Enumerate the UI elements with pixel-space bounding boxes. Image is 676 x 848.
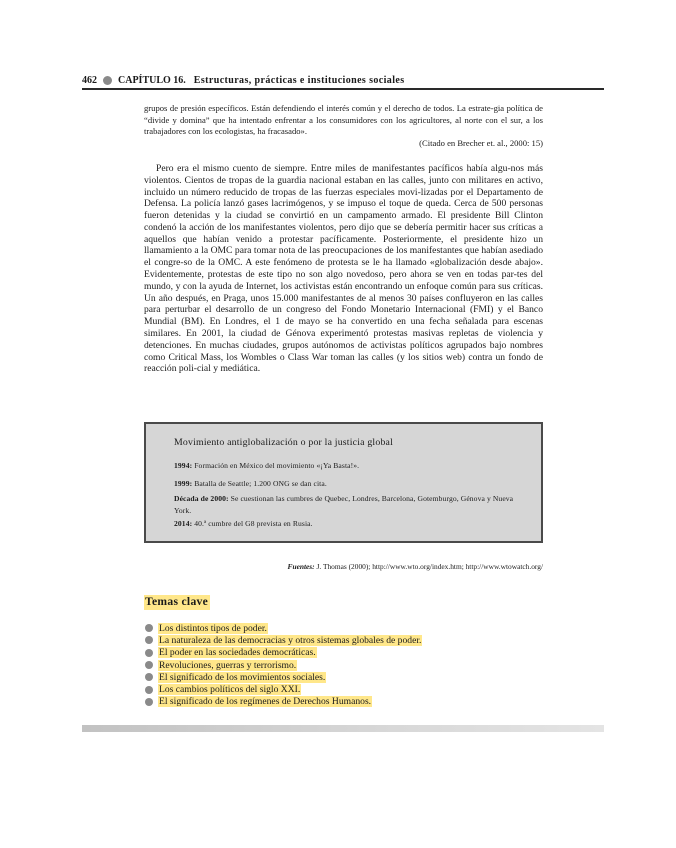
- sources-text: J. Thomas (2000); http://www.wto.org/index.htm; http://www.wtowatch.org/: [316, 562, 543, 571]
- box-item-text: Se cuestionan las cumbres de Quebec, Londres, Barcelona, Gotemburgo, Génova y Nueva York.: [174, 494, 514, 515]
- list-item-text: Los cambios políticos del siglo XXI.: [159, 684, 301, 696]
- bullet-icon: [145, 673, 153, 681]
- chapter-title: Estructuras, prácticas e instituciones sociales: [193, 74, 405, 86]
- bullet-icon: [145, 624, 153, 632]
- list-item: [145, 696, 422, 708]
- footer-bar: [82, 725, 604, 732]
- box-item: [174, 518, 514, 530]
- bullet-icon: [145, 698, 153, 706]
- list-item: [145, 647, 422, 659]
- box-title: Movimiento antiglobalización o por la justicia global: [174, 437, 394, 448]
- running-header: [82, 73, 604, 87]
- quote-citation: (Citado en Brecher et. al., 2000: 15): [419, 138, 543, 148]
- box-item-label: 1994:: [174, 461, 193, 470]
- list-item-text: Revoluciones, guerras y terrorismo.: [159, 659, 297, 671]
- box-item: [174, 460, 514, 472]
- box-item: [174, 493, 514, 516]
- body-paragraph: Pero era el mismo cuento de siempre. Entre miles de manifestantes pacíficos había algu-nos más violentos. Cientos de tropas de la guardia nacional estaban en las calles, junto con militares en activo, incluido un número reducido de tropas de las fuerzas especiales movi-lizadas por el Departamento de Defensa. La policía lanzó gases lacrimógenos, y se impuso el toque de queda. Cerca de 500 personas fueron detenidas y la ciudad se convirtió en un campamento armado. El presidente Bill Clinton condenó la acción de los manifestantes violentos, pero dijo que se debería permitir hacer sus críticas a aquellos que habían venido a protestar pacíficamente. Posteriormente, el presidente hizo un llamamiento a la OMC para tomar nota de las preocupaciones de los manifestantes que habían asediado el congre-so de la OMC. A este fenómeno de protesta se le ha llamado «globalización desde abajo». Evidentemente, protestas de este tipo no son algo novedoso, pero ahora se ven en todas par-tes del mundo, y con la ayuda de Internet, los activistas están encontrando un enfoque común para sus críticas. Un año después, en Praga, unos 15.000 manifestantes de al menos 30 países confluyeron en las calles para perturbar el desarrollo de un congreso del Fondo Monetario Internacional (FMI) y el Banco Mundial (BM). En Londres, el 1 de mayo se ha convertido en una fecha señalada para escenas similares. En 2001, la ciudad de Génova experimentó protestas masivas repletas de violencia y detenciones. En muchas ciudades, grupos autónomos de activistas políticos agrupados bajo nombres como Critical Mass, los Wombles o Class War toman las calles (y los sitios web) contra un fondo de reacción poli-cial y mediática.: [144, 163, 543, 375]
- box-item-label: 2014:: [174, 519, 193, 528]
- list-item: [145, 622, 422, 634]
- key-topics-title: Temas clave: [145, 595, 209, 608]
- list-item-text: Los distintos tipos de poder.: [159, 622, 267, 634]
- list-item-text: La naturaleza de las democracias y otros sistemas globales de poder.: [159, 634, 422, 646]
- list-item: [145, 683, 422, 695]
- box-item-text: Batalla de Seattle; 1.200 ONG se dan cita.: [194, 479, 327, 488]
- key-topics-list: [145, 622, 422, 708]
- list-item-text: El poder en las sociedades democráticas.: [159, 647, 316, 659]
- list-item-text: El significado de los regímenes de Derechos Humanos.: [159, 696, 372, 708]
- list-item: [145, 671, 422, 683]
- bullet-icon: [145, 661, 153, 669]
- box-item: [174, 478, 514, 490]
- sidebar-box: [144, 422, 543, 543]
- bullet-dot-icon: [103, 76, 112, 85]
- box-item-text: Formación en México del movimiento «¡Ya Basta!».: [194, 461, 360, 470]
- chapter-label: CAPÍTULO 16.: [118, 74, 186, 86]
- list-item: [145, 634, 422, 646]
- bullet-icon: [145, 686, 153, 694]
- box-item-text: 40.ª cumbre del G8 prevista en Rusia.: [194, 519, 313, 528]
- list-item: [145, 659, 422, 671]
- bullet-icon: [145, 636, 153, 644]
- box-item-label: Década de 2000:: [174, 494, 229, 503]
- quote-block: grupos de presión específicos. Están defendiendo el interés común y el derecho de todos. La estrate-gia política de “divide y domina” que ha intentado enfrentar a los consumidores con los agricultores, al norte con el sur, a los trabajadores con los ecologistas, ha fracasado».: [144, 103, 543, 137]
- header-rule: [82, 88, 604, 90]
- sources-line: [144, 562, 543, 571]
- sources-label: Fuentes:: [287, 562, 315, 571]
- bullet-icon: [145, 649, 153, 657]
- list-item-text: El significado de los movimientos sociales.: [159, 671, 326, 683]
- box-item-label: 1999:: [174, 479, 193, 488]
- page-number: 462: [82, 74, 97, 86]
